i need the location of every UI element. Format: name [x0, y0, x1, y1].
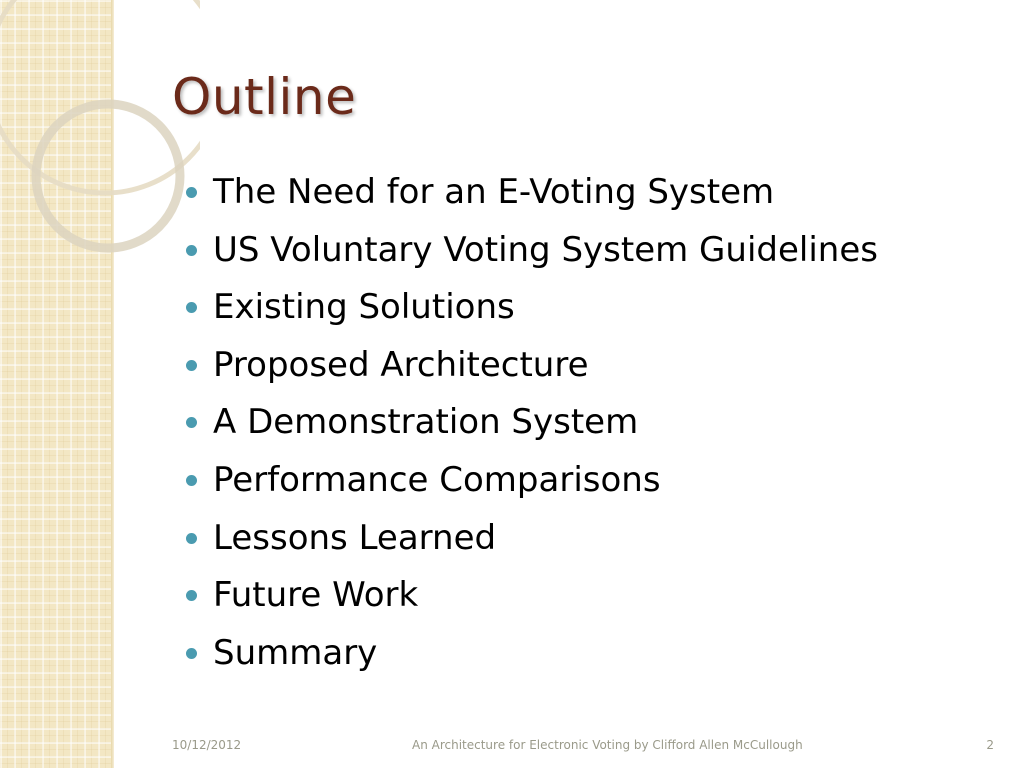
outline-item-text: Summary: [213, 632, 378, 673]
footer-date: 10/12/2012: [172, 738, 242, 752]
bullet-dot-icon: [186, 533, 197, 544]
slide-title: Outline: [172, 68, 357, 126]
outline-item-text: Proposed Architecture: [213, 344, 589, 385]
outline-item: [186, 625, 878, 683]
footer-presentation-title: An Architecture for Electronic Voting by Clifford Allen McCullough: [412, 738, 803, 752]
bullet-dot-icon: [186, 187, 197, 198]
bullet-dot-icon: [186, 360, 197, 371]
outline-item: [186, 164, 878, 222]
outline-item: [186, 567, 878, 625]
outline-item-text: Future Work: [213, 575, 419, 616]
bullet-dot-icon: [186, 590, 197, 601]
bullet-dot-icon: [186, 417, 197, 428]
outline-item: [186, 279, 878, 337]
outline-item: [186, 394, 878, 452]
outline-list: [186, 164, 878, 682]
decorative-rings: [0, 0, 200, 260]
footer-page-number: 2: [986, 738, 994, 752]
bullet-dot-icon: [186, 302, 197, 313]
decorative-ring-small: [36, 104, 180, 248]
outline-item: [186, 452, 878, 510]
bullet-dot-icon: [186, 245, 197, 256]
outline-item-text: The Need for an E-Voting System: [213, 172, 775, 212]
bullet-dot-icon: [186, 475, 197, 486]
outline-item-text: Lessons Learned: [213, 517, 497, 558]
decorative-ring-large: [0, 0, 200, 193]
outline-item-text: Performance Comparisons: [213, 459, 661, 500]
outline-item: [186, 510, 878, 568]
outline-item: [186, 337, 878, 395]
outline-item-text: Existing Solutions: [213, 287, 515, 328]
outline-item: [186, 222, 878, 280]
outline-item-text: A Demonstration System: [213, 402, 639, 443]
outline-item-text: US Voluntary Voting System Guidelines: [213, 229, 878, 270]
bullet-dot-icon: [186, 648, 197, 659]
